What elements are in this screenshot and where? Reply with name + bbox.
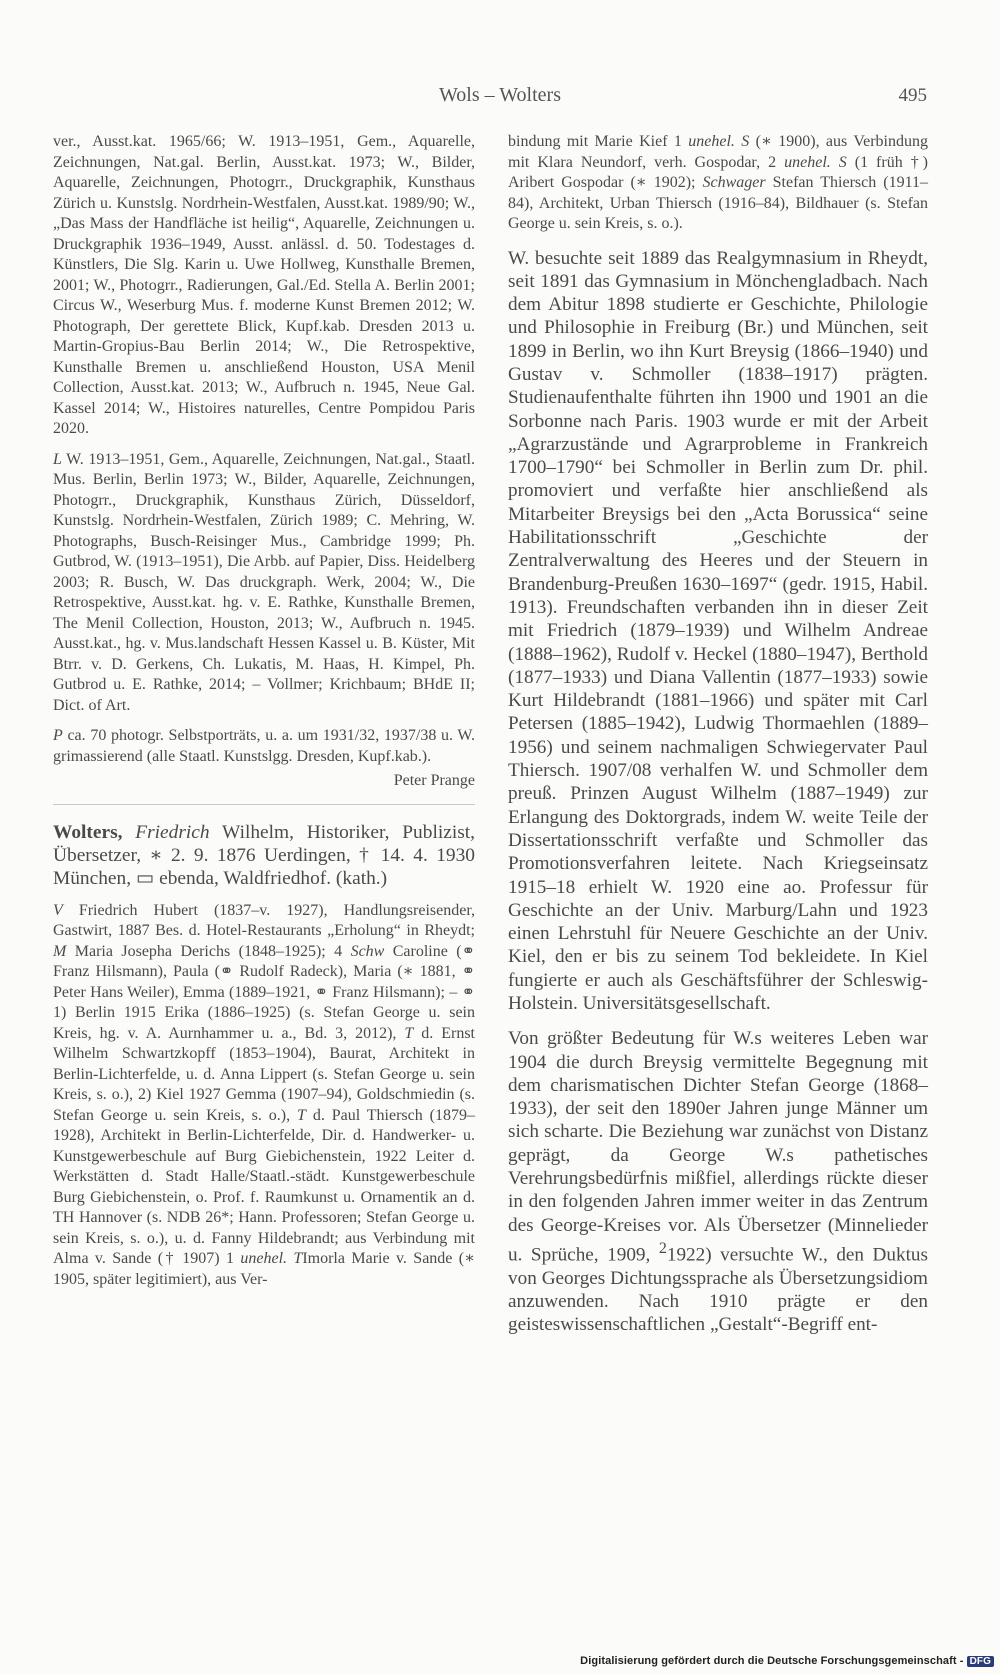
- header-title: Wols – Wolters: [439, 84, 561, 106]
- portrait-label: P: [53, 727, 63, 744]
- footer-text: Digitalisierung gefördert durch die Deutsche Forschungsgemeinschaft -: [580, 1655, 964, 1667]
- illegitimate-son-label: unehel. S: [784, 153, 847, 171]
- right-column: [508, 132, 928, 1337]
- biography-paragraph: [508, 1027, 928, 1336]
- father-label: V: [53, 901, 63, 919]
- illegitimate-son-label: unehel. S: [688, 133, 750, 150]
- genealogy-text: d. Paul Thiersch (1879–1928), Architekt in Berlin-Lichterfelde, Dir. d. Handwerker- u. Kunstgewerbeschule auf Burg Giebichenstein, 1922 Leiter d. Werkstätten d. Stadt Halle/Staatl.-städt. Kunstgewerbeschule Burg Giebichenstein, o. Prof. f. Raumkunst u. Ornamentik an d. TH Hannover (s. NDB 26*; Hann. Professoren; Stefan George u. sein Kreis, s. o.), u. d. Fanny Hildebrandt; aus Verbindung mit Alma v. Sande († 1907) 1: [53, 1106, 475, 1268]
- genealogy-text: bindung mit Marie Kief 1: [508, 133, 689, 150]
- genealogy-text: d. Ernst Wilhelm Schwartzkopff (1853–1904), Baurat, Architekt in Berlin-Lichterfelde, u. d. Anna Lippert (s. Stefan George u. sein Kreis, s. o.), 2) Kiel 1927 Gemma (1907–94), Goldschmiedin (s. Stefan George u. sein Kreis, s. o.),: [53, 1024, 476, 1124]
- sisters-label: Schw: [350, 942, 385, 960]
- illegitimate-daughter-label: unehel. T: [240, 1250, 303, 1268]
- entry-firstname: Friedrich: [135, 821, 210, 843]
- entry-divider: [53, 804, 475, 805]
- edition-superscript: 2: [658, 1239, 667, 1257]
- genealogy-section: [53, 901, 475, 1291]
- portrait-section: [53, 726, 475, 767]
- page-number: 495: [898, 85, 927, 106]
- genealogy-text: (1 früh †) Aribert Gospodar (∗ 1902);: [508, 153, 929, 191]
- biography-paragraph: W. besuchte seit 1889 das Realgymnasium in Rheydt, seit 1891 das Gymnasium in Mönchengladbach. Nach dem Abitur 1898 studierte er Geschichte, Philologie und Philosophie in Freiburg (Br.) und München, seit 1899 in Berlin, wo ihn Kurt Breysig (1866–1940) und Gustav v. Schmoller (1838–1917) prägten. Studienaufenthalte führten ihn 1900 und 1901 an die Sorbonne nach Paris. 1903 wurde er mit der Arbeit „Agrarzustände und Agrarprobleme in Frankreich 1700–1790“ bei Schmoller in Berlin zum Dr. phil. promoviert und verfaßte hier anschließend als Mitarbeiter Breysigs bei den „Acta Borussica“ seine Habilitationsschrift „Geschichte der Zentralverwaltung des Heeres und der Steuern in Brandenburg-Preußen 1630–1697“ (gedr. 1915, Habil. 1913). Freundschaften verbanden ihn in dieser Zeit mit Friedrich (1879–1939) und Wilhelm Andreae (1888–1962), Rudolf v. Heckel (1880–1947), Berthold (1877–1933) und Diana Vallentin (1877–1933) sowie Kurt Hildebrandt (1881–1966) und später mit Carl Petersen (1885–1942), Ludwig Thormaehlen (1889–1956) und seinem nachmaligen Schwiegervater Paul Thiersch. 1907/08 verhalfen W. und Schmoller dem preuß. Prinzen August Wilhelm (1887–1949) zur Erlangung des Doktorgrads, indem W. weite Teile der Dissertationsschrift verfaßte und Schmoller das Promotionsverfahren leitete. Nach Kriegseinsatz 1915–18 erhielt W. 1920 eine ao. Professur für Geschichte an der Univ. Marburg/Lahn und 1923 einen Lehrstuhl für Neuere Geschichte an der Univ. Kiel, den er bis zu seinem Tod bekleidete. In Kiel fungierte er auch als Geschäftsführer der Schleswig-Holstein. Universitätsgesellschaft.: [508, 247, 928, 1014]
- genealogy-text: Caroline (⚭ Franz Hilsmann), Paula (⚭ Rudolf Radeck), Maria (∗ 1881, ⚭ Peter Hans Weiler), Emma (1889–1921, ⚭ Franz Hilsmann); – ⚭ 1) Berlin 1915 Erika (1886–1925) (s. Stefan George u. sein Kreis, hg. v. A. Aurnhammer u. a., Bd. 3, 2012),: [53, 942, 476, 1042]
- author-signature: Peter Prange: [393, 772, 475, 789]
- entry-name: Wolters,: [53, 821, 123, 843]
- left-column: [53, 132, 475, 1290]
- digitization-footer: [580, 1655, 994, 1667]
- literature-section: [53, 450, 475, 717]
- literature-label: L: [53, 450, 62, 468]
- daughter-label: T: [404, 1024, 414, 1042]
- entry-description: Wilhelm, Historiker, Publizist, Übersetzer, ∗ 2. 9. 1876 Uerdingen, † 14. 4. 1930 München, ▭ ebenda, Waldfriedhof. (kath.): [53, 821, 475, 890]
- portrait-text: ca. 70 photogr. Selbstporträts, u. a. um 1931/32, 1937/38 u. W. grimassierend (alle Staatl. Kunstslgg. Dresden, Kupf.kab.).: [53, 727, 475, 765]
- genealogy-text: (∗ 1900), aus Verbindung mit Klara Neundorf, verh. Gospodar, 2: [508, 133, 928, 171]
- daughter-label: T: [297, 1106, 306, 1124]
- genealogy-text: Friedrich Hubert (1837–v. 1927), Handlungsreisender, Gastwirt, 1887 Bes. d. Hotel-Restaurants „Erholung“ in Rheydt;: [53, 901, 475, 940]
- genealogy-text: Stefan Thiersch (1911–84), Architekt, Urban Thiersch (1916–84), Bildhauer (s. Stefan George u. sein Kreis, s. o.).: [508, 174, 929, 232]
- entry-heading: [53, 821, 475, 891]
- literature-text: W. 1913–1951, Gem., Aquarelle, Zeichnungen, Nat.gal., Staatl. Mus. Berlin, Berlin 1973; W., Bilder, Aquarelle, Zeichnungen, Photogrr., Druckgraphik, Kunsthaus Zürich, Düsseldorf, Kunstslg. Nordrhein-Westfalen, Zürich 1989; C. Mehring, W. Photographs, Busch-Reisinger Mus., Cambridge 1999; Ph. Gutbrod, W. (1913–1951), Die Arbb. auf Papier, Diss. Heidelberg 2003; R. Busch, W. Das druckgraph. Werk, 2004; W., Die Retrospektive, Ausst.kat. hg. v. E. Rathke, Kunsthalle Bremen, The Menil Collection, Houston, 2013; W., Aufbruch n. 1945. Ausst.kat., hg. v. Mus.landschaft Hessen Kassel u. B. Küster, Mit Btrr. v. D. Gerkens, Ch. Lukatis, M. Haas, H. Kimpel, Ph. Gutbrod u. E. Rathke, 2014; – Vollmer; Krichbaum; BHdE II; Dict. of Art.: [53, 450, 475, 714]
- mother-label: M: [53, 942, 67, 960]
- genealogy-text: Imorla Marie v. Sande (∗ 1905, später legitimiert), aus Ver-: [53, 1250, 476, 1288]
- biography-text: 1922) versuchte W., den Duktus von Georges Dichtungssprache als Übersetzungsidiom anzuwenden. Nach 1910 prägte er den geisteswissenschaftlichen „Gestalt“-Begriff ent-: [508, 1244, 928, 1336]
- genealogy-text: Maria Josepha Derichs (1848–1925); 4: [66, 942, 351, 960]
- brother-in-law-label: Schwager: [702, 174, 766, 191]
- dfg-logo: DFG: [967, 1656, 994, 1667]
- genealogy-continued: [508, 132, 928, 235]
- biography-text: Von größter Bedeutung für W.s weiteres Leben war 1904 die durch Breysig vermittelte Begegnung mit dem charismatischen Dichter Stefan George (1868–1933), der seit den 1890er Jahren junge Männer um sich scharte. Die Beziehung war zunächst von Distanz geprägt, da George W.s pathetisches Verehrungsbedürfnis mißfiel, allerdings rückte dieser in den folgenden Jahren immer weiter in das Zentrum des George-Kreises vor. Als Übersetzer (Minnelieder u. Sprüche, 1909,: [508, 1028, 928, 1266]
- works-list: ver., Ausst.kat. 1965/66; W. 1913–1951, Gem., Aquarelle, Zeichnungen, Nat.gal. Berlin, Ausst.kat. 1973; W., Bilder, Aquarelle, Zeichnungen, Photogrr., Druckgraphik, Kunsthaus Zürich u. Kunstslg. Nordrhein-Westfalen, Ausst.kat. 1989/90; W., „Das Mass der Handfläche ist heilig“, Aquarelle, Zeichnungen u. Druckgraphik 1936–1949, Ausst. anlässl. d. 50. Todestages d. Künstlers, Die Slg. Karin u. Uwe Hollweg, Kunsthalle Bremen, 2001; W., Photogrr., Radierungen, Gal./Ed. Stella A. Berlin 2001; Circus W., Weserburg Mus. f. moderne Kunst Bremen 2012; W. Photograph, Der gerettete Blick, Kupf.kab. Dresden 2013 u. Martin-Gropius-Bau Berlin 2014; W., Die Retrospektive, Kunsthalle Bremen u. anschließend Houston, USA Menil Collection, Ausst.kat. 2013; W., Aufbruch n. 1945, Neue Gal. Kassel 2014; W., Histoires naturelles, Centre Pompidou Paris 2020.: [53, 133, 475, 437]
